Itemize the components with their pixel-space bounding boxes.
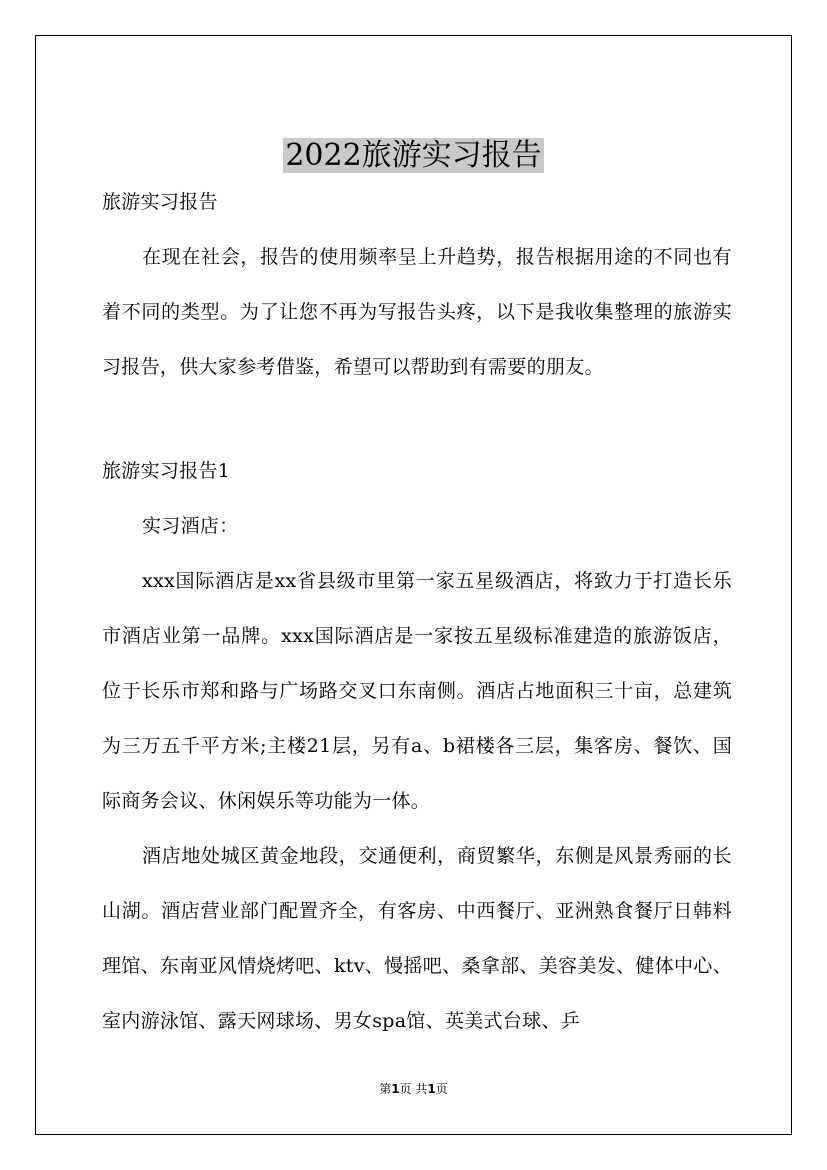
intro-paragraph: 在现在社会，报告的使用频率呈上升趋势，报告根据用途的不同也有着不同的类型。为了让您不再为写报告头疼，以下是我收集整理的旅游实习报告，供大家参考借鉴，希望可以帮助到有需要的朋友。 bbox=[102, 246, 732, 378]
document-page bbox=[35, 35, 792, 1135]
document-subtitle: 旅游实习报告 bbox=[102, 191, 218, 213]
footer-page-mid: 页 共 bbox=[399, 1082, 428, 1096]
document-body bbox=[102, 175, 732, 395]
section-1-label: 实习酒店： bbox=[142, 515, 239, 537]
document-title bbox=[36, 134, 791, 178]
section-1-paragraph-1: xxx国际酒店是xx省县级市里第一家五星级酒店，将致力于打造长乐市酒店业第一品牌。xxx国际酒店是一家按五星级标准建造的旅游饭店，位于长乐市郑和路与广场路交叉口东南侧。酒店占地面积三十亩，总建筑为三万五千平方米;主楼21层，另有a、b裙楼各三层，集客房、餐饮、国际商务会议、休闲娱乐等功能为一体。 bbox=[102, 570, 732, 812]
page-footer bbox=[36, 1080, 791, 1097]
footer-page-total: 1 bbox=[427, 1082, 436, 1096]
section-1-heading: 旅游实习报告1 bbox=[102, 460, 231, 482]
section-1-paragraph-2: 酒店地处城区黄金地段，交通便利，商贸繁华，东侧是风景秀丽的长山湖。酒店营业部门配置齐全，有客房、中西餐厅、亚洲熟食餐厅日韩料理馆、东南亚风情烧烤吧、ktv、慢摇吧、桑拿部、美容美发、健体中心、室内游泳馆、露天网球场、男女spa馆、英美式台球、乒 bbox=[102, 845, 732, 1032]
footer-page-suffix: 页 bbox=[435, 1082, 448, 1096]
footer-page-prefix: 第 bbox=[379, 1082, 392, 1096]
section-1 bbox=[102, 444, 732, 1049]
footer-page-current: 1 bbox=[391, 1082, 400, 1096]
document-title-text: 2022旅游实习报告 bbox=[285, 138, 542, 173]
